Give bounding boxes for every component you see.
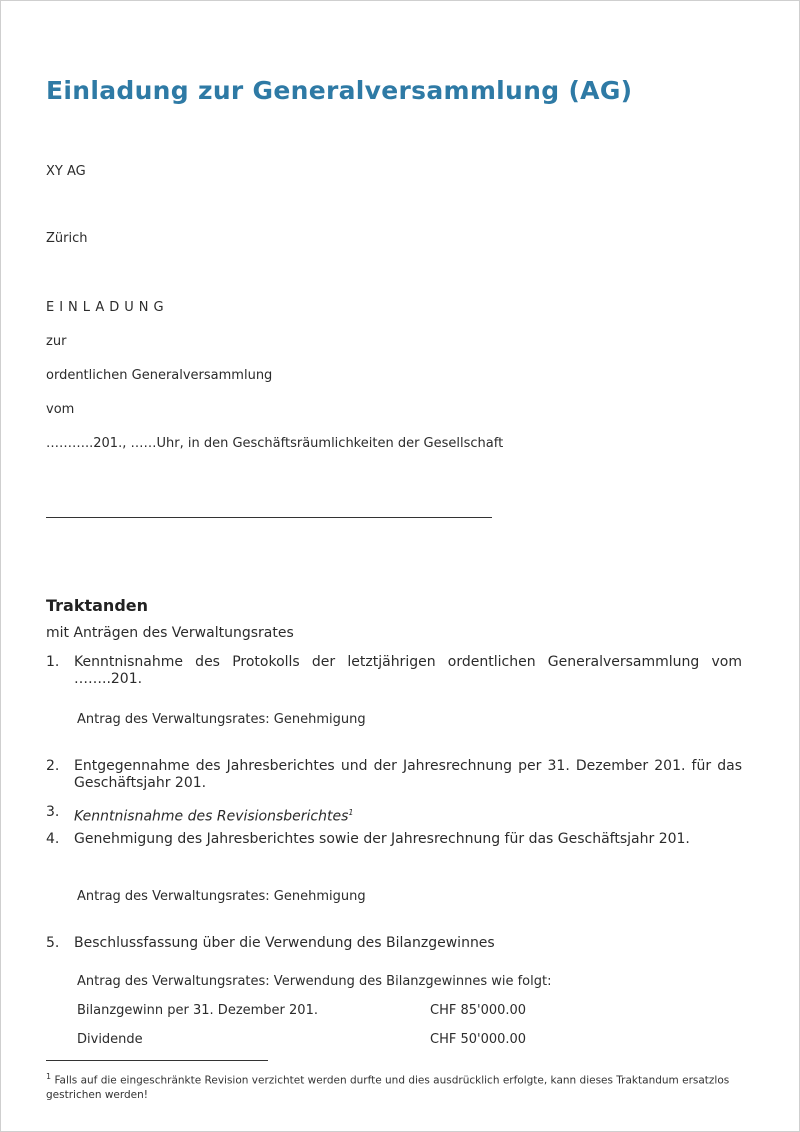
agenda-item-text: Beschlussfassung über die Verwendung des Bilanzgewinnes — [74, 935, 495, 951]
agenda-heading: Traktanden — [46, 596, 149, 615]
agenda-item-3 — [46, 804, 742, 826]
agenda-item-5 — [46, 935, 742, 952]
table-row-amount: CHF 85'000.00 — [430, 1003, 527, 1018]
agenda-item-1 — [46, 654, 742, 688]
city: Zürich — [46, 231, 88, 246]
agenda-item-4 — [46, 831, 742, 848]
agenda-item-number: 1. — [46, 654, 60, 670]
agenda-item-text-content: Kenntnisnahme des Revisionsberichtes — [74, 808, 349, 825]
agenda-item-text — [74, 804, 742, 826]
motion-item-1: Antrag des Verwaltungsrates: Genehmigung — [77, 712, 366, 727]
company-name: XY AG — [46, 164, 86, 179]
agenda-item-number: 5. — [46, 935, 60, 951]
agenda-subheading: mit Anträgen des Verwaltungsrates — [46, 625, 294, 641]
document-title: Einladung zur Generalversammlung (AG) — [46, 76, 633, 105]
agenda-item-number: 2. — [46, 758, 60, 774]
footnote-separator — [46, 1060, 268, 1061]
table-row-label: Bilanzgewinn per 31. Dezember 201. — [77, 1003, 318, 1018]
motion-item-5: Antrag des Verwaltungsrates: Verwendung des Bilanzgewinnes wie folgt: — [77, 974, 552, 989]
motion-item-4: Antrag des Verwaltungsrates: Genehmigung — [77, 889, 366, 904]
agenda-item-number: 3. — [46, 804, 60, 820]
footnote — [46, 1070, 736, 1102]
invitation-word: EINLADUNG — [46, 300, 169, 315]
line-vom: vom — [46, 402, 75, 417]
agenda-item-number: 4. — [46, 831, 60, 847]
footnote-text: Falls auf die eingeschränkte Revision verzichtet werden durfte und dies ausdrücklich erfolgte, kann dieses Traktandum ersatzlos gestrichen werden! — [46, 1074, 730, 1101]
agenda-item-text: Genehmigung des Jahresberichtes sowie der Jahresrechnung für das Geschäftsjahr 201. — [74, 831, 690, 847]
separator-line — [46, 517, 492, 518]
date-line: ………..201., ……Uhr, in den Geschäftsräumlichkeiten der Gesellschaft — [46, 436, 504, 451]
table-row-label: Dividende — [77, 1032, 143, 1047]
agenda-item-text: Kenntnisnahme des Protokolls der letztjährigen ordentlichen Generalversammlung vom ……..201. — [74, 654, 742, 687]
agenda-item-text: Entgegennahme des Jahresberichtes und der Jahresrechnung per 31. Dezember 201. für das Geschäftsjahr 201. — [74, 758, 742, 791]
agenda-item-2 — [46, 758, 742, 792]
footnote-reference: 1 — [348, 808, 354, 817]
footnote-marker: 1 — [46, 1072, 52, 1081]
line-zur: zur — [46, 334, 67, 349]
meeting-type: ordentlichen Generalversammlung — [46, 368, 273, 383]
table-row-amount: CHF 50'000.00 — [430, 1032, 527, 1047]
